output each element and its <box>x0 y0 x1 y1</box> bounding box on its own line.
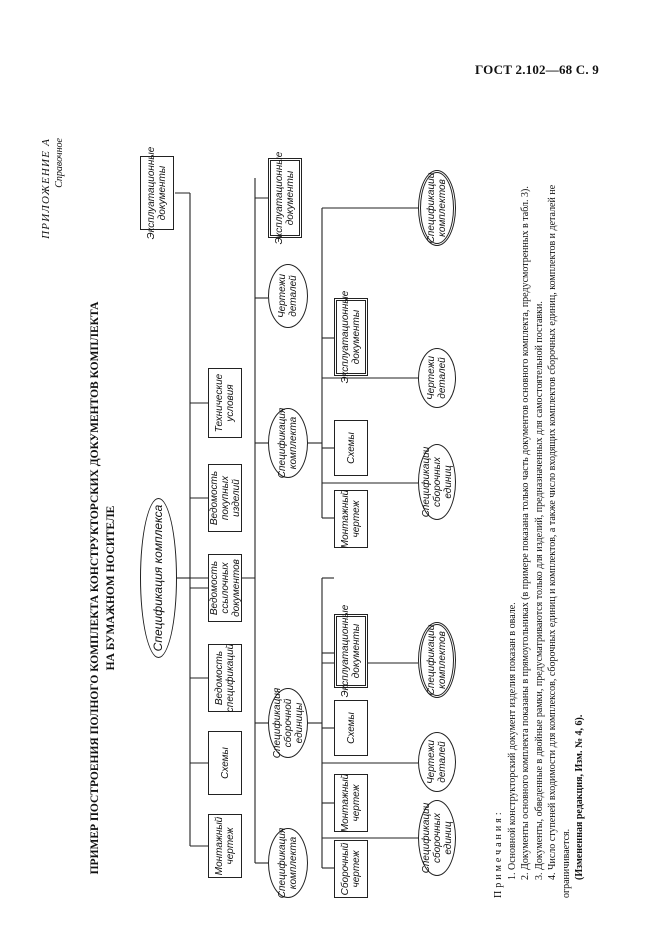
node-label: Сборочный чертеж <box>340 842 362 896</box>
node-label: Спецификации сборочных единиц <box>420 802 454 874</box>
node-purchased-items-list <box>208 464 242 532</box>
node-details-drawings-1 <box>418 732 456 792</box>
node-mount-drawing <box>208 814 242 878</box>
node-reference-docs-list <box>208 554 242 622</box>
node-label: Спецификации комплектов <box>426 172 448 244</box>
node-label: Чертежи деталей <box>426 739 448 785</box>
node-spec-kit-mid <box>268 408 308 478</box>
node-label: Спецификация комплекта <box>277 827 299 899</box>
node-label: Монтажный чертеж <box>340 489 362 549</box>
node-label: Спецификация сборочной единицы <box>271 687 305 759</box>
root-complex-specification <box>140 498 177 658</box>
title-line-1: ПРИМЕР ПОСТРОЕНИЯ ПОЛНОГО КОМПЛЕКТА КОНСТРУКТОРСКИХ ДОКУМЕНТОВ КОМПЛЕКТА <box>89 301 101 875</box>
node-schemes-2 <box>334 420 368 476</box>
node-spec-assembly-units-2 <box>418 444 456 520</box>
node-label: Ведомость покупных изделий <box>208 470 242 526</box>
node-spec-kits-2 <box>418 170 456 246</box>
node-label: Ведомость ссылочных документов <box>208 559 242 617</box>
node-label: Эксплуатационные документы <box>340 604 362 698</box>
note-2: 2. Документы основного комплекта показаны в прямоугольниках (в примере показана только часть документов основного комплекта, предусмотренных в табл. 3). <box>520 186 531 880</box>
node-label: Монтажный чертеж <box>214 816 236 876</box>
node-label: Схемы <box>219 747 231 779</box>
node-label: Спецификации сборочных единиц <box>420 446 454 518</box>
annex-subtitle: Справочное <box>54 138 65 188</box>
node-technical-conditions <box>208 368 242 438</box>
node-spec-list <box>208 644 242 712</box>
notes-heading: Примечания: <box>493 809 504 898</box>
node-spec-assembly-unit <box>268 688 308 758</box>
node-schemes <box>208 731 242 795</box>
node-label: Спецификация комплекта <box>277 407 299 479</box>
node-label: Чертежи деталей <box>277 273 299 319</box>
node-label: Эксплуатационные документы <box>146 146 168 240</box>
node-label: Спецификации комплектов <box>426 624 448 696</box>
node-mount-drawing-1 <box>334 774 368 832</box>
node-label: Чертежи деталей <box>426 355 448 401</box>
node-operational-docs <box>140 146 174 240</box>
rotated-page-content <box>40 138 585 899</box>
node-assembly-drawing <box>334 840 368 898</box>
revision-note: (Измененная редакция, Изм. № 4, 6). <box>574 714 585 880</box>
node-operational-docs-top <box>268 151 302 245</box>
node-details-drawings-2 <box>418 348 456 408</box>
node-mount-drawing-2 <box>334 490 368 548</box>
node-label: Ведомость спецификаций <box>214 643 236 713</box>
node-label: Схемы <box>345 712 357 744</box>
note-3: 3. Документы, обведенные в двойные рамки, предусматриваются только для изделий, предназначенных для самостоятельной поставки. <box>533 301 545 880</box>
note-4: 4. Число ступеней входимости для комплексов, сборочных единиц и комплектов, а также число входящих комплектов сборочных единиц, комплектов и деталей не ограничивается. <box>547 184 572 898</box>
node-label: Технические условия <box>214 373 236 433</box>
node-operational-docs-1 <box>334 604 368 698</box>
node-label: Эксплуатационные документы <box>340 290 362 384</box>
title-line-2: НА БУМАЖНОМ НОСИТЕЛЕ <box>104 505 117 671</box>
node-spec-assembly-units-1 <box>418 800 456 876</box>
node-label: Монтажный чертеж <box>340 773 362 833</box>
notes-block <box>492 138 587 898</box>
node-schemes-1 <box>334 700 368 756</box>
node-label: Эксплуатационные документы <box>274 151 296 245</box>
node-spec-kits-1 <box>418 622 456 698</box>
node-spec-kit-left <box>268 828 308 898</box>
node-label: Спецификация комплекса <box>150 504 165 652</box>
node-label: Схемы <box>345 432 357 464</box>
node-operational-docs-2 <box>334 290 368 384</box>
note-1: 1. Основной конструкторский документ изделия показан в овале. <box>506 602 518 880</box>
document-reference: ГОСТ 2.102—68 С. 9 <box>474 62 599 77</box>
node-details-drawings-top <box>268 264 308 328</box>
annex-title: ПРИЛОЖЕНИЕ А <box>40 138 52 239</box>
